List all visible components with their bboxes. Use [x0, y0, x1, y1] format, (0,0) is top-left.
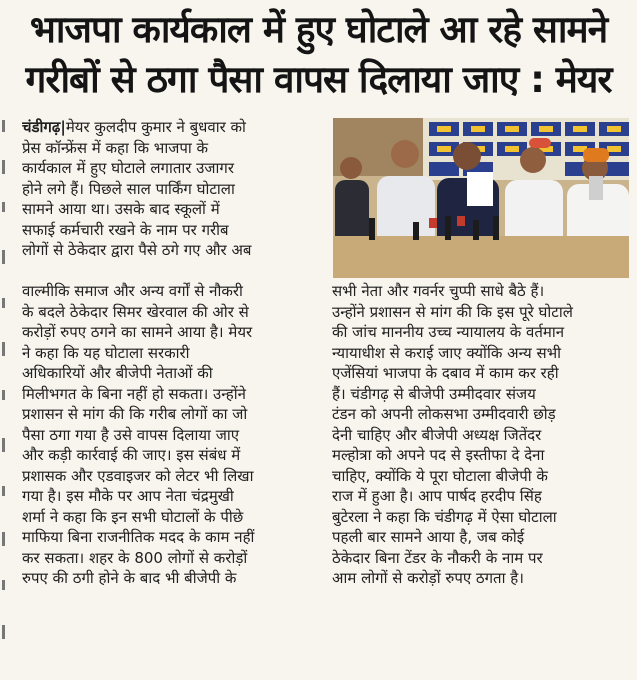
- article-line: मिलीभगत के बिना नहीं हो सकता। उन्होंने: [22, 384, 246, 403]
- article-line: प्रेस कॉन्फ्रेंस में कहा कि भाजपा के: [22, 138, 209, 157]
- article-line: की जांच माननीय उच्च न्यायालय के वर्तमान: [332, 323, 565, 341]
- article-line: कर सकता। शहर के 800 लोगों से करोड़ों: [22, 548, 248, 567]
- headline-line-2: गरीबों से ठगा पैसा वापस दिलाया जाए : मेयर: [25, 58, 612, 101]
- article-line: और कड़ी कार्रवाई की जाए। इस संबंध में: [22, 446, 241, 464]
- article-line: अधिकारियों और बीजेपी नेताओं की: [22, 364, 213, 382]
- article-line: लोगों से ठेकेदार द्वारा पैसे ठगे गए और अब: [22, 241, 252, 259]
- article-line: राज में हुआ है। आप पार्षद हरदीप सिंह: [332, 487, 542, 505]
- headline-line-1: भाजपा कार्यकाल में हुए घोटाले आ रहे सामने: [29, 8, 608, 51]
- article-line: होने लगे हैं। पिछले साल पार्किंग घोटाला: [22, 179, 235, 198]
- article-line: शर्मा ने कहा कि इन सभी घोटालों के पीछे: [22, 507, 244, 526]
- dateline: चंडीगढ़|: [22, 118, 66, 136]
- article-line: पैसा ठगा गया है उसे वापस दिलाया जाए: [22, 425, 240, 444]
- article-line: टंडन को अपनी लोकसभा उम्मीदवारी छोड़: [332, 405, 556, 423]
- article-line: ने कहा कि यह घोटाला सरकारी: [22, 343, 190, 362]
- article-line: हैं। चंडीगढ़ से बीजेपी उम्मीदवार संजय: [332, 384, 536, 403]
- article-line: करोड़ों रुपए ठगने का सामने आया है। मेयर: [22, 323, 253, 341]
- article-line: [22, 117, 328, 138]
- article-line: मल्होत्रा को अपने पद से इस्तीफा दे देना: [332, 446, 545, 464]
- article-line: एजेंसियां भाजपा के दबाव में काम कर रही: [332, 364, 559, 382]
- article-column-1-top: [22, 117, 328, 261]
- article-text: मेयर कुलदीप कुमार ने बुधवार को: [65, 118, 246, 136]
- photo-icon: [333, 118, 629, 278]
- article-line: चाहिए, क्योंकि ये पूरा घोटाला बीजेपी के: [332, 466, 548, 485]
- article-line: गया है। इस मौके पर आप नेता चंद्रमुखी: [22, 487, 234, 505]
- article-line: के बदले ठेकेदार सिमर खेरवाल की ओर से: [22, 302, 249, 321]
- article-line: प्रशासक और एडवाइजर को लेटर भी लिखा: [22, 466, 254, 485]
- article-line: आम लोगों से करोड़ों रुपए ठगता है।: [332, 569, 524, 587]
- article-line: प्रशासन से मांग की कि गरीब लोगों का जो: [22, 405, 248, 423]
- article-line: पहली बार सामने आया है, जब कोई: [332, 528, 525, 546]
- article-line: बुटेरला ने कहा कि चंडीगढ़ में ऐसा घोटाला: [332, 507, 557, 526]
- article-column-2: [332, 281, 629, 589]
- article-line: वाल्मीकि समाज और अन्य वर्गों से नौकरी: [22, 282, 243, 300]
- article-line: सफाई कर्मचारी रखने के नाम पर गरीब: [22, 220, 229, 239]
- article-line: ठेकेदार बिना टेंडर के नौकरी के नाम पर: [332, 548, 543, 567]
- article-line: सभी नेता और गवर्नर चुप्पी साधे बैठे हैं।: [332, 282, 545, 300]
- article-line: कार्यकाल में हुए घोटाले लगातार उजागर: [22, 159, 235, 177]
- article-line: उन्होंने प्रशासन से मांग की कि इस पूरे घोटाले: [332, 302, 573, 321]
- article-column-1-bottom: [22, 281, 328, 589]
- article-line: देनी चाहिए और बीजेपी अध्यक्ष जितेंदर: [332, 425, 542, 444]
- press-conference-photo: [333, 118, 629, 278]
- article-line: माफिया बिना राजनीतिक मदद के काम नहीं: [22, 528, 255, 546]
- page-edge-marks: [0, 120, 8, 660]
- article-line: रुपए की ठगी होने के बाद भी बीजेपी के: [22, 569, 237, 587]
- article-line: सामने आया था। उसके बाद स्कूलों में: [22, 200, 220, 218]
- article-line: न्यायाधीश से कराई जाए क्योंकि अन्य सभी: [332, 343, 562, 362]
